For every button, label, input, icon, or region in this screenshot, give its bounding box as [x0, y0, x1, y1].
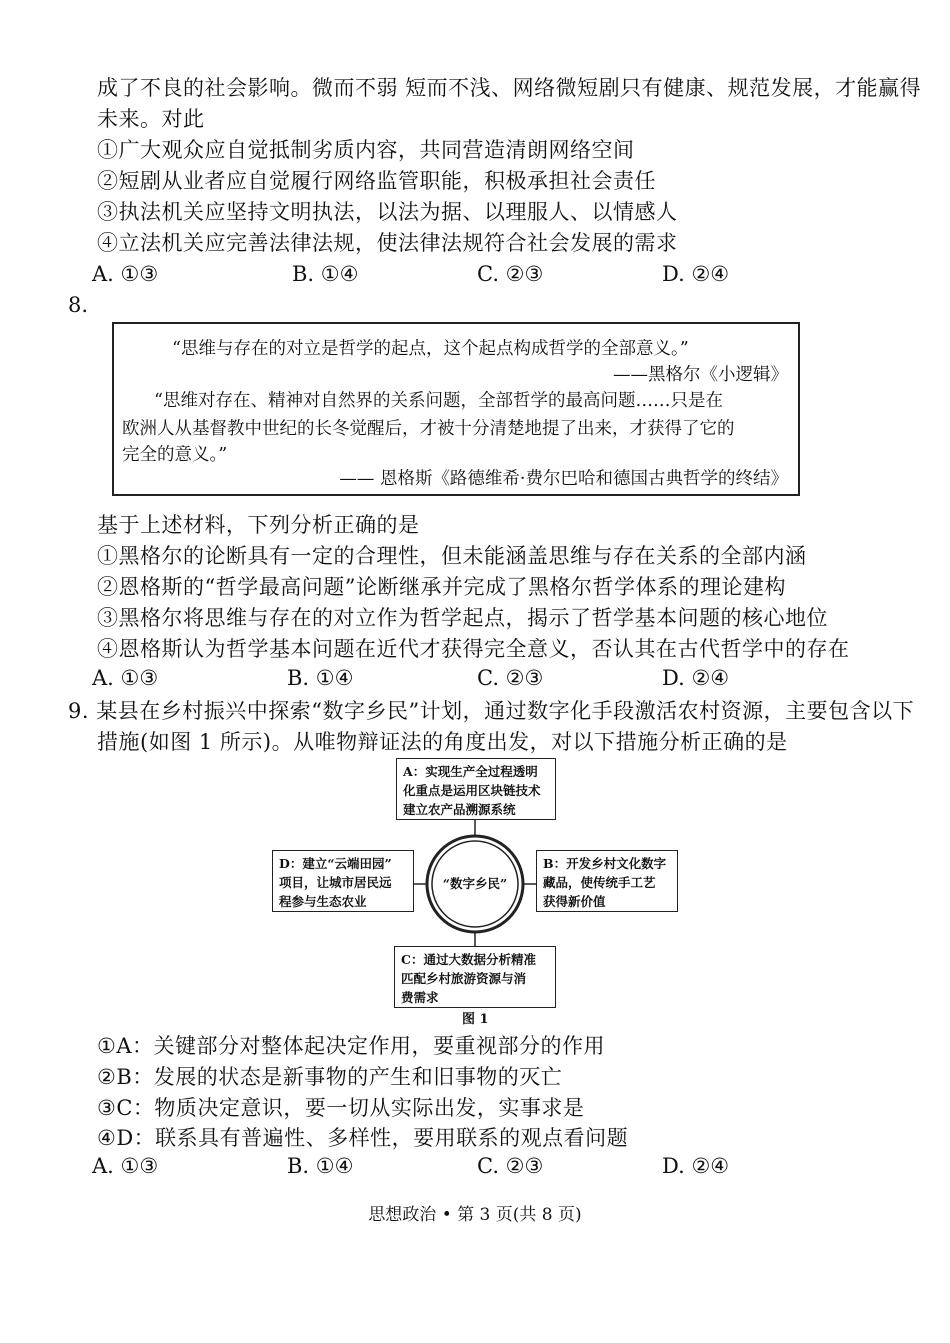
q7-option-b[interactable]: B. ①④: [292, 262, 359, 286]
q8-source-1: ——黑格尔《小逻辑》: [613, 365, 788, 385]
q8-statement-1: ①黑格尔的论断具有一定的合理性，但未能涵盖思维与存在关系的全部内涵: [97, 544, 807, 568]
q9-statement-1: ①A：关键部分对整体起决定作用，要重视部分的作用: [97, 1034, 605, 1058]
figure-box-a: [396, 758, 556, 820]
box-a-line-1: A：实现生产全过程透明: [403, 764, 538, 779]
q8-statement-2: ②恩格斯的“哲学最高问题”论断继承并完成了黑格尔哲学体系的理论建构: [97, 575, 786, 599]
q8-option-b[interactable]: B. ①④: [287, 666, 354, 690]
q8-quote-2-line-1: “思维对存在、精神对自然界的关系问题，全部哲学的最高问题……只是在: [154, 391, 723, 411]
q9-figure: [270, 756, 690, 1026]
q9-option-c[interactable]: C. ②③: [477, 1154, 544, 1178]
q7-option-a[interactable]: A. ①③: [92, 262, 159, 286]
page-footer: 思想政治 • 第 3 页(共 8 页): [368, 1205, 582, 1225]
q7-statement-3: ③执法机关应坚持文明执法，以法为据、以理服人、以情感人: [97, 200, 678, 224]
box-a-line-2: 化重点是运用区块链技术: [403, 783, 541, 798]
figure-center-label: “数字乡民”: [442, 876, 508, 891]
q8-statement-3: ③黑格尔将思维与存在的对立作为哲学起点，揭示了哲学基本问题的核心地位: [97, 606, 828, 630]
q7-statement-1: ①广大观众应自觉抵制劣质内容，共同营造清朗网络空间: [97, 138, 635, 162]
q7-intro-line-2: 未来。对此: [97, 107, 205, 131]
q9-intro-line-1: 9. 某县在乡村振兴中探索“数字乡民”计划，通过数字化手段激活农村资源，主要包含以下: [68, 699, 915, 723]
q8-number: 8.: [68, 293, 89, 317]
q8-quote-1: “思维与存在的对立是哲学的起点，这个起点构成哲学的全部意义。”: [172, 339, 689, 359]
q7-option-c[interactable]: C. ②③: [477, 262, 544, 286]
box-d-line-3: 程参与生态农业: [279, 894, 367, 909]
box-d-line-2: 项目，让城市居民远: [279, 875, 392, 890]
q7-intro-line-1: 成了不良的社会影响。微而不弱 短而不浅、网络微短剧只有健康、规范发展，才能赢得: [97, 76, 922, 100]
q9-statement-3: ③C：物质决定意识，要一切从实际出发，实事求是: [97, 1096, 585, 1120]
box-d-line-1: D：建立“云端田园”: [279, 856, 392, 871]
box-c-line-2: 匹配乡村旅游资源与消: [401, 971, 527, 986]
q7-statement-2: ②短剧从业者应自觉履行网络监管职能，积极承担社会责任: [97, 169, 656, 193]
figure-box-d: [272, 850, 414, 912]
box-c-line-1: C：通过大数据分析精准: [401, 952, 536, 967]
q8-prompt: 基于上述材料，下列分析正确的是: [97, 513, 420, 537]
box-b-line-1: B：开发乡村文化数字: [543, 856, 667, 871]
q7-statement-4: ④立法机关应完善法律法规，使法律法规符合社会发展的需求: [97, 231, 678, 255]
q9-option-b[interactable]: B. ①④: [287, 1154, 354, 1178]
q9-statement-2: ②B：发展的状态是新事物的产生和旧事物的灭亡: [97, 1065, 563, 1089]
box-a-line-3: 建立农产品溯源系统: [403, 802, 516, 817]
q9-statement-4: ④D：联系具有普遍性、多样性，要用联系的观点看问题: [97, 1126, 629, 1150]
box-b-line-2: 藏品，使传统手工艺: [543, 875, 656, 890]
q9-option-d[interactable]: D. ②④: [662, 1154, 730, 1178]
q8-option-a[interactable]: A. ①③: [92, 666, 159, 690]
figure-box-c: [394, 946, 556, 1008]
figure-box-b: [536, 850, 678, 912]
q8-quote-box: [112, 322, 800, 496]
q8-quote-2-line-3: 完全的意义。”: [122, 445, 228, 465]
q8-statement-4: ④恩格斯认为哲学基本问题在近代才获得完全意义，否认其在古代哲学中的存在: [97, 637, 850, 661]
box-c-line-3: 费需求: [401, 990, 439, 1005]
figure-caption: 图 1: [462, 1012, 489, 1027]
q8-option-c[interactable]: C. ②③: [477, 666, 544, 690]
box-b-line-3: 获得新价值: [543, 894, 606, 909]
q9-intro-line-2: 措施(如图 1 所示)。从唯物辩证法的角度出发，对以下措施分析正确的是: [97, 730, 788, 754]
q8-option-d[interactable]: D. ②④: [662, 666, 730, 690]
q7-option-d[interactable]: D. ②④: [662, 262, 730, 286]
q8-quote-2-line-2: 欧洲人从基督教中世纪的长冬觉醒后，才被十分清楚地提了出来，才获得了它的: [122, 419, 735, 439]
q9-option-a[interactable]: A. ①③: [92, 1154, 159, 1178]
q8-source-2: —— 恩格斯《路德维希·费尔巴哈和德国古典哲学的终结》: [339, 469, 788, 489]
